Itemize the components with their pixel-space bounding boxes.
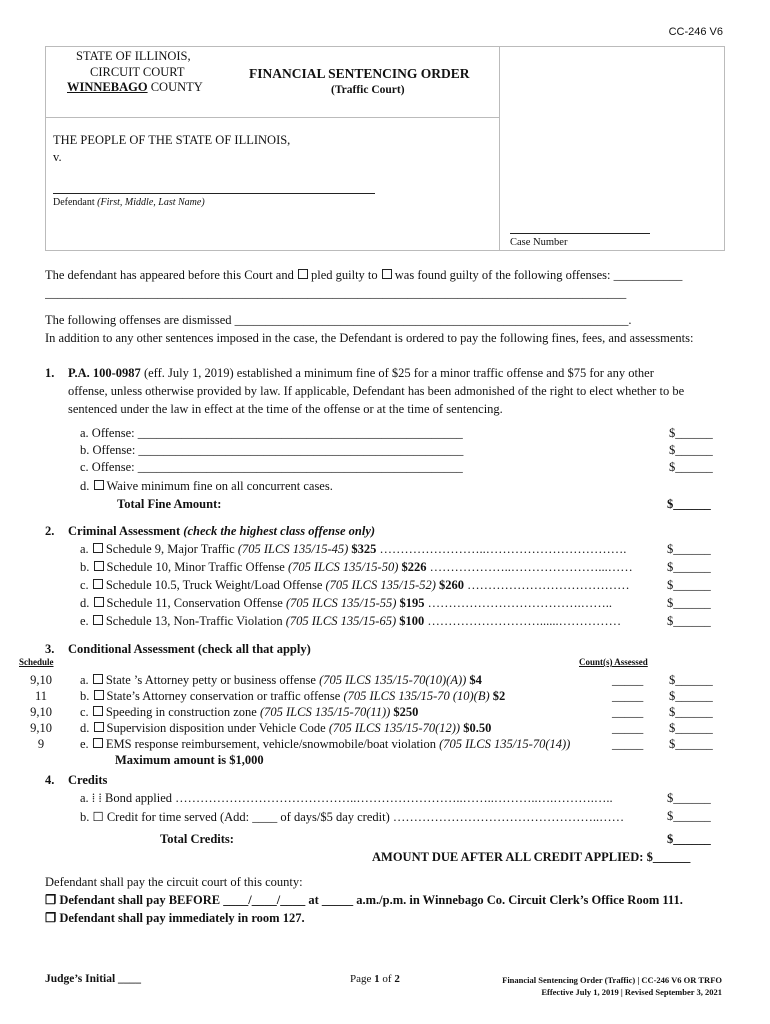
criminal-assessment-checkbox[interactable] [93, 543, 103, 553]
schedule-header: Schedule [19, 657, 54, 667]
row-cite: (705 ILCS 135/15-70 (10)(B) [343, 689, 490, 703]
counts-header: Count(s) Assessed [579, 657, 648, 667]
row-cite: (705 ILCS 135/15-65) [285, 614, 397, 628]
found-label: was found guilty of the following offenses: ___________ [394, 268, 683, 282]
page-total: 2 [394, 973, 400, 985]
section2-hint: (check the highest class offense only) [180, 524, 376, 538]
conditional-assessment-row [80, 721, 608, 736]
criminal-assessment-amount[interactable]: $______ [667, 578, 711, 592]
row-prefix: c. [80, 578, 89, 592]
criminal-assessment-amount[interactable]: $______ [667, 614, 711, 628]
page-prefix: Page [350, 973, 375, 985]
total-credits-amount[interactable]: $______ [667, 832, 711, 846]
conditional-assessment-amount[interactable]: $______ [669, 705, 713, 719]
offense-a-amount[interactable]: $______ [669, 426, 713, 440]
row-fee: $2 [489, 689, 506, 703]
criminal-assessment-row [80, 578, 663, 593]
bond-amount[interactable]: $______ [667, 791, 711, 805]
counts-assessed-field[interactable]: _____ [612, 721, 644, 735]
court-line2: CIRCUIT COURT [90, 65, 185, 79]
waive-checkbox[interactable] [94, 480, 104, 490]
counts-assessed-field[interactable]: _____ [612, 673, 644, 687]
bond-applied[interactable]: a. ⁞ ⁞ Bond applied ……………………………………..……………………..……..………..….……….….. [80, 791, 613, 805]
offense-a[interactable]: a. Offense: ____________________________________________________ [80, 426, 463, 440]
waive-prefix: d. [80, 479, 90, 493]
pled-label: pled guilty to [310, 268, 378, 282]
waive-row [80, 479, 333, 494]
conditional-assessment-checkbox[interactable] [94, 722, 104, 732]
counts-assessed-field[interactable]: _____ [612, 737, 644, 751]
conditional-assessment-checkbox[interactable] [93, 674, 103, 684]
row-cite: (705 ILCS 135/15-70(11)) [259, 705, 391, 719]
conditional-assessment-checkbox[interactable] [93, 738, 103, 748]
offenses-line: _____________________________________________________________________________________________ [45, 286, 627, 300]
row-fee: $0.50 [460, 721, 492, 735]
payment-option-immediately[interactable]: ❒ Defendant shall pay immediately in room 127. [45, 911, 305, 925]
row-text: Speeding in construction zone [105, 705, 260, 719]
section4-number: 4. [45, 773, 55, 787]
criminal-assessment-row [80, 560, 663, 575]
offense-b[interactable]: b. Offense: ____________________________________________________ [80, 443, 464, 457]
dismissed-offenses: The following offenses are dismissed _______________________________________________________________. [45, 313, 632, 327]
criminal-assessment-checkbox[interactable] [93, 579, 103, 589]
schedule-value: 11 [34, 689, 48, 703]
header-vertical-divider [499, 46, 500, 251]
row-prefix: d. [80, 721, 90, 735]
conditional-assessment-row [80, 737, 608, 752]
section1-text-a: (eff. July 1, 2019) established a minimum fine of $25 for a minor traffic offense and $75 for any other [140, 366, 654, 380]
offense-c[interactable]: c. Offense: ____________________________________________________ [80, 460, 463, 474]
row-fee: $100 [396, 614, 425, 628]
row-cite: (705 ILCS 135/15-45) [237, 542, 349, 556]
total-fine-label: Total Fine Amount: [117, 497, 222, 511]
case-number-field[interactable] [510, 233, 650, 234]
section2-number: 2. [45, 524, 55, 538]
judge-initial[interactable]: Judge’s Initial ____ [45, 973, 142, 985]
versus-label: v. [53, 150, 62, 164]
footer-form-line1: Financial Sentencing Order (Traffic) | CC-246 V6 OR TRFO [502, 975, 722, 985]
intro-appeared-text: The defendant has appeared before this Court and [45, 268, 294, 282]
conditional-assessment-amount[interactable]: $______ [669, 721, 713, 735]
credit-time-served[interactable]: b. ☐ Credit for time served (Add: ____ of days/$5 day credit) …………………………………………..…… [80, 810, 625, 824]
case-number-label: Case Number [510, 237, 568, 248]
addition-sentence: In addition to any other sentences imposed in the case, the Defendant is ordered to pay the following fines, fees, and assessments: [45, 331, 694, 345]
row-text: Schedule 9, Major Traffic [105, 542, 238, 556]
section3-number: 3. [45, 642, 55, 656]
defendant-name-field[interactable] [53, 193, 375, 194]
conditional-assessment-row [80, 705, 608, 720]
schedule-value: 9,10 [30, 705, 52, 719]
counts-assessed-field[interactable]: _____ [612, 689, 644, 703]
schedule-value: 9,10 [30, 721, 52, 735]
amount-due[interactable]: AMOUNT DUE AFTER ALL CREDIT APPLIED: $______ [372, 850, 691, 864]
row-prefix: a. [80, 673, 89, 687]
row-text: State ’s Attorney petty or business offense [105, 673, 320, 687]
row-dots: ………………………………… [464, 578, 630, 592]
criminal-assessment-checkbox[interactable] [94, 597, 104, 607]
credit-amount[interactable]: $______ [667, 809, 711, 823]
criminal-assessment-row [80, 614, 663, 629]
page-subtitle: (Traffic Court) [331, 84, 405, 96]
page-number [350, 973, 400, 985]
maximum-amount: Maximum amount is $1,000 [115, 753, 264, 767]
page-current: 1 [374, 973, 380, 985]
row-prefix: d. [80, 596, 90, 610]
row-cite: (705 ILCS 135/15-70(10)(A)) [319, 673, 467, 687]
section1-line-a [68, 366, 654, 381]
row-dots: ………………………......…………… [424, 614, 622, 628]
total-credits-label: Total Credits: [160, 832, 234, 846]
row-cite: (705 ILCS 135/15-70(12)) [328, 721, 461, 735]
conditional-assessment-row [80, 689, 608, 704]
schedule-value: 9 [37, 737, 45, 751]
row-fee: $195 [396, 596, 425, 610]
intro-appeared [45, 268, 682, 283]
defendant-label-text: Defendant [53, 197, 95, 208]
row-prefix: e. [80, 614, 89, 628]
conditional-assessment-checkbox[interactable] [94, 690, 104, 700]
section1-pa: P.A. 100-0987 [68, 366, 141, 380]
court-county [67, 80, 203, 95]
row-fee: $260 [435, 578, 465, 592]
row-cite: (705 ILCS 135/15-55) [285, 596, 397, 610]
row-text: Schedule 13, Non-Traffic Violation [105, 614, 286, 628]
county-name: WINNEBAGO [67, 80, 148, 94]
offense-b-amount[interactable]: $______ [669, 443, 713, 457]
criminal-assessment-checkbox[interactable] [93, 615, 103, 625]
criminal-assessment-amount[interactable]: $______ [667, 560, 711, 574]
row-text: Schedule 10, Minor Traffic Offense [106, 560, 288, 574]
conditional-assessment-amount[interactable]: $______ [669, 673, 713, 687]
row-prefix: e. [80, 737, 89, 751]
section2-heading [68, 524, 375, 539]
page-title: FINANCIAL SENTENCING ORDER [249, 66, 470, 81]
criminal-assessment-amount[interactable]: $______ [667, 596, 711, 610]
criminal-assessment-amount[interactable]: $______ [667, 542, 711, 556]
row-prefix: c. [80, 705, 89, 719]
row-prefix: b. [80, 560, 90, 574]
form-id: CC-246 V6 [668, 26, 723, 38]
county-suffix: COUNTY [147, 80, 203, 94]
offense-c-amount[interactable]: $______ [669, 460, 713, 474]
pled-guilty-checkbox[interactable] [298, 269, 308, 279]
criminal-assessment-checkbox[interactable] [94, 561, 104, 571]
section1-number: 1. [45, 366, 55, 380]
section3-label: Conditional Assessment (check all that apply) [68, 642, 311, 656]
payment-intro: Defendant shall pay the circuit court of this county: [45, 875, 303, 889]
conditional-assessment-checkbox[interactable] [93, 706, 103, 716]
row-text: State’s Attorney conservation or traffic offense [106, 689, 344, 703]
row-cite: (705 ILCS 135/15-52) [325, 578, 436, 592]
row-fee: $226 [398, 560, 427, 574]
row-fee: $4 [466, 673, 482, 687]
row-cite: (705 ILCS 135/15-50) [287, 560, 399, 574]
footer-form-line2: Effective July 1, 2019 | Revised September 3, 2021 [541, 987, 722, 997]
page-mid: of [379, 973, 395, 985]
row-prefix: a. [80, 542, 89, 556]
row-fee: $325 [348, 542, 377, 556]
criminal-assessment-row [80, 542, 663, 557]
found-guilty-checkbox[interactable] [382, 269, 392, 279]
row-dots: ……………………..……………………………. [376, 542, 627, 556]
section4-label: Credits [68, 773, 108, 787]
row-fee: $250 [390, 705, 419, 719]
waive-label: Waive minimum fine on all concurrent cases. [106, 479, 333, 493]
row-text: Schedule 10.5, Truck Weight/Load Offense [105, 578, 326, 592]
row-cite: (705 ILCS 135/15-70(14)) [439, 737, 571, 751]
defendant-hint: (First, Middle, Last Name) [94, 197, 205, 208]
conditional-assessment-amount[interactable]: $______ [669, 737, 713, 751]
section2-label: Criminal Assessment [68, 524, 181, 538]
row-text: Schedule 11, Conservation Offense [106, 596, 286, 610]
people-caption: THE PEOPLE OF THE STATE OF ILLINOIS, [53, 133, 291, 147]
court-line1: STATE OF ILLINOIS, [76, 49, 191, 63]
payment-option-before[interactable]: ❒ Defendant shall pay BEFORE ____/____/____ at _____ a.m./p.m. in Winnebago Co. Circuit Clerk’s Office Room 111. [45, 893, 683, 907]
criminal-assessment-row [80, 596, 663, 611]
conditional-assessment-amount[interactable]: $______ [669, 689, 713, 703]
section1-line-c: sentenced under the law in effect at the time of the offense or at the time of sentencing. [68, 402, 503, 416]
row-dots: ………………..…………………...…… [426, 560, 633, 574]
row-text: EMS response reimbursement, vehicle/snowmobile/boat violation [105, 737, 440, 751]
row-prefix: b. [80, 689, 90, 703]
section1-line-b: offense, unless otherwise provided by law. If applicable, Defendant has been admonished of the right to elect whether to be [68, 384, 685, 398]
row-dots: ……………………………….…….. [424, 596, 613, 610]
row-text: Supervision disposition under Vehicle Code [106, 721, 329, 735]
defendant-label [53, 197, 205, 208]
conditional-assessment-row [80, 673, 608, 688]
counts-assessed-field[interactable]: _____ [612, 705, 644, 719]
schedule-value: 9,10 [30, 673, 52, 687]
total-fine-amount[interactable]: $______ [667, 497, 711, 511]
